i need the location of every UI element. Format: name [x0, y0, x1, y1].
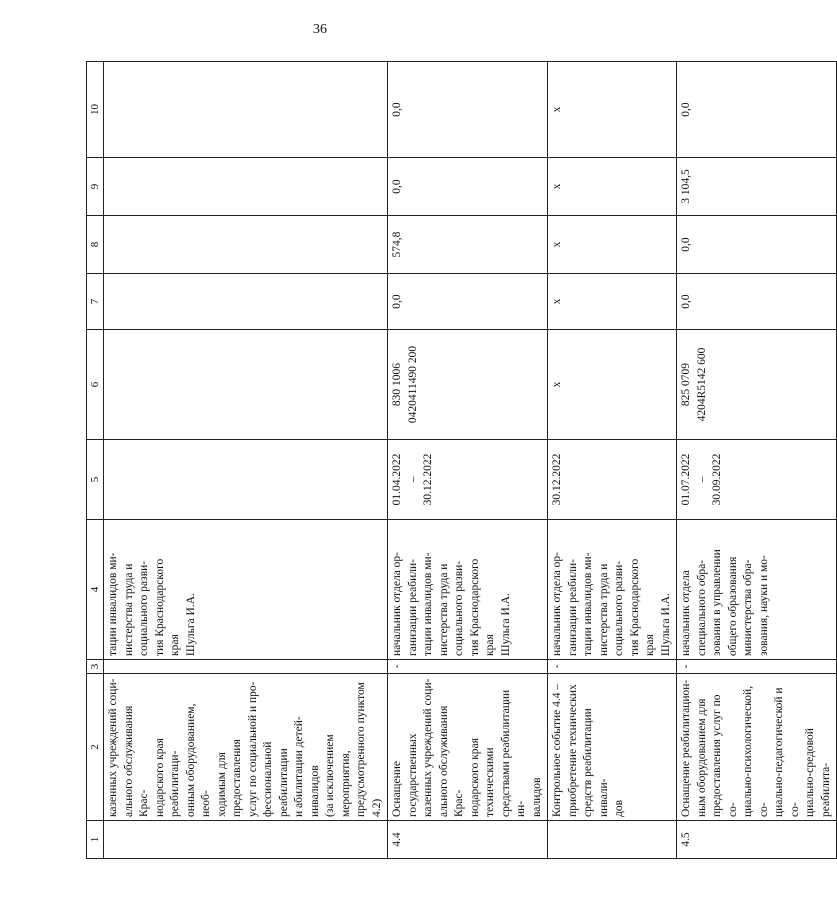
amount-cell	[104, 158, 388, 216]
amount-cell: 0,0	[677, 62, 837, 158]
header-row	[87, 62, 104, 859]
amount-cell: 0,0	[388, 274, 548, 330]
row-number-cell: 4.4	[388, 821, 548, 859]
row-number-cell	[104, 821, 388, 859]
header-cell: 6	[87, 330, 104, 440]
amount-cell: 0,0	[677, 274, 837, 330]
header-cell: 1	[87, 821, 104, 859]
responsible-cell: начальник отдела ор- ганизации реабили- тации инвалидов ми- нистерства труда и социального разви- тия Краснодарского края Шульга И.А.	[548, 520, 677, 660]
term-cell	[104, 440, 388, 520]
header-cell: 7	[87, 274, 104, 330]
header-cell: 8	[87, 216, 104, 274]
header-cell: 10	[87, 62, 104, 158]
row-number-cell: 4.5	[677, 821, 837, 859]
amount-cell: х	[548, 62, 677, 158]
table-row	[388, 62, 548, 859]
header-cell: 9	[87, 158, 104, 216]
table-row	[104, 62, 388, 859]
status-cell: -	[548, 660, 677, 674]
header-cell: 5	[87, 440, 104, 520]
page-number: 36	[313, 22, 327, 37]
budget-code-cell: х	[548, 330, 677, 440]
budget-code-cell: 825 0709 4204R5142 600	[677, 330, 837, 440]
rotated-table-container	[86, 62, 832, 859]
amount-cell: 0,0	[388, 62, 548, 158]
amount-cell: 0,0	[677, 216, 837, 274]
amount-cell: х	[548, 216, 677, 274]
measure-name-cell: Контрольное событие 4.4 – приобретение технических средств реабилитации инвали- дов	[548, 674, 677, 821]
program-table	[86, 61, 837, 859]
amount-cell	[104, 274, 388, 330]
responsible-cell: начальник отдела ор- ганизации реабили- тации инвалидов ми- нистерства труда и социального разви- тия Краснодарского края Шульга И.А.	[388, 520, 548, 660]
table-row	[677, 62, 837, 859]
amount-cell: х	[548, 274, 677, 330]
table-row	[548, 62, 677, 859]
header-cell: 3	[87, 660, 104, 674]
header-cell: 4	[87, 520, 104, 660]
responsible-cell: начальник отдела специального обра- зования в управлении общего образования министерства обра- зования, науки и мо-	[677, 520, 837, 660]
status-cell: -	[677, 660, 837, 674]
row-number-cell	[548, 821, 677, 859]
budget-code-cell	[104, 330, 388, 440]
term-cell: 30.12.2022	[548, 440, 677, 520]
header-cell: 2	[87, 674, 104, 821]
responsible-cell: тации инвалидов ми- нистерства труда и социального разви- тия Краснодарского края Шульга И.А.	[104, 520, 388, 660]
budget-code-cell: 830 1006 0420411490 200	[388, 330, 548, 440]
status-cell: -	[388, 660, 548, 674]
measure-name-cell: казенных учреждений соци- ального обслуживания Крас- нодарского края реабилитаци- онным оборудованием, необ- ходимым для предоставления услуг по социальной и про- фессиональной реабилитации и абилитации детей-инвалидов (за исключением мероприятия, предусмотренного пунктом 4.2)	[104, 674, 388, 821]
amount-cell: 574,8	[388, 216, 548, 274]
amount-cell	[104, 62, 388, 158]
amount-cell: 3 104,5	[677, 158, 837, 216]
measure-name-cell: Оснащение реабилитацион- ным оборудованием для предоставления услуг по со- циально-психологической, со- циально-педагогической и со- циально-средовой реабилита-	[677, 674, 837, 821]
term-cell: 01.07.2022 – 30.09.2022	[677, 440, 837, 520]
amount-cell: х	[548, 158, 677, 216]
status-cell	[104, 660, 388, 674]
measure-name-cell: Оснащение государственных казенных учреждений соци- ального обслуживания Крас- нодарского края техническими средствами реабилитации ин- валидов	[388, 674, 548, 821]
amount-cell: 0,0	[388, 158, 548, 216]
term-cell: 01.04.2022 – 30.12.2022	[388, 440, 548, 520]
amount-cell	[104, 216, 388, 274]
